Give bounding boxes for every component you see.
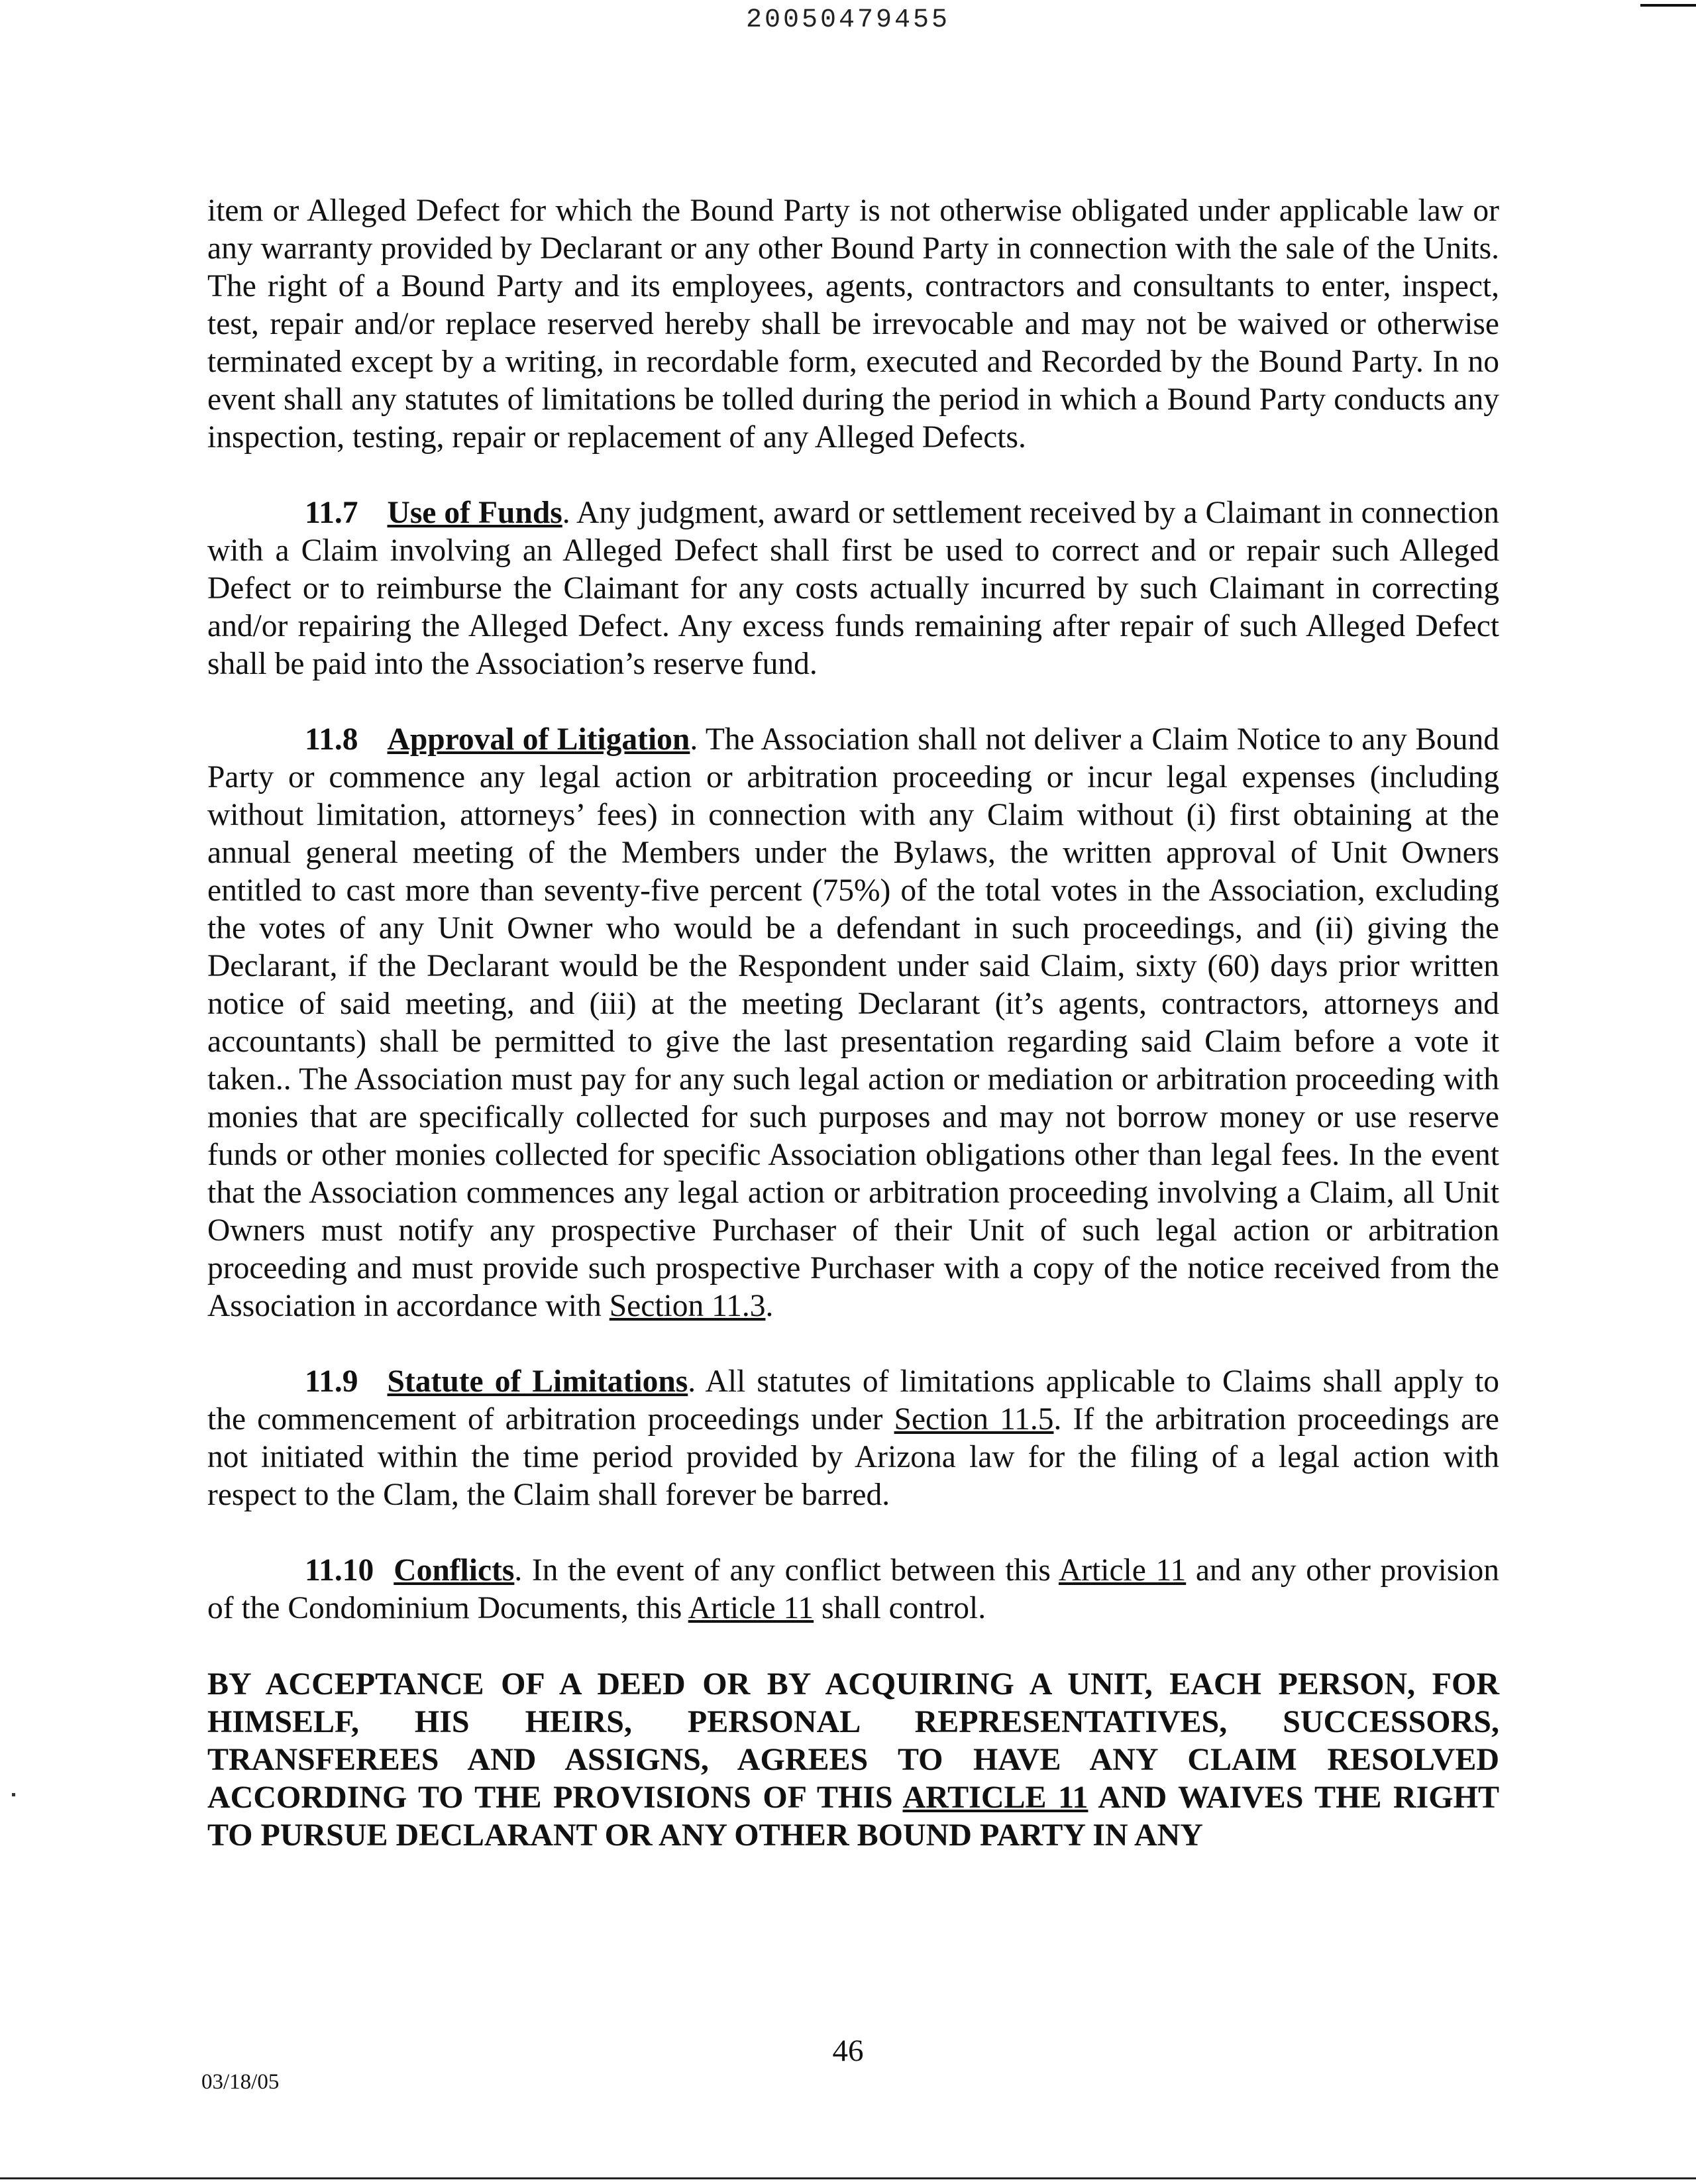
section-text: . In the event of any conflict between this — [514, 1553, 1059, 1588]
section-text-end: . — [765, 1289, 774, 1323]
section-11-8 — [207, 721, 1499, 1325]
section-number: 11.10 — [305, 1553, 374, 1588]
section-11-7 — [207, 494, 1499, 683]
section-reference: Article 11 — [688, 1591, 814, 1625]
scan-mark — [1640, 4, 1696, 7]
section-number: 11.9 — [305, 1364, 358, 1399]
section-text-continued: . If the arbitration proceedings are not initiated within the time period provided by Arizona law for the filing of a legal action with respect to the Clam, the Claim shall forever be barred. — [207, 1402, 1499, 1512]
section-11-10 — [207, 1552, 1499, 1627]
section-reference: Section 11.3 — [609, 1289, 766, 1323]
section-title: Conflicts — [394, 1553, 515, 1588]
section-reference: Section 11.5 — [894, 1402, 1054, 1437]
section-text: . All statutes of limitations applicable to Claims shall apply to the commencement of arbitration proceedings under — [207, 1364, 1500, 1437]
section-text-end: shall control. — [814, 1591, 986, 1625]
continuation-text: item or Alleged Defect for which the Bound Party is not otherwise obligated under applicable law or any warranty provided by Declarant or any other Bound Party in connection with the sale of the Units. The right of a Bound Party and its employees, agents, contractors and consultants to enter, inspect, test, repair and/or replace reserved hereby shall be irrevocable and may not be waived or otherwise terminated except by a writing, in recordable form, executed and Recorded by the Bound Party. In no event shall any statutes of limitations be tolled during the period in which a Bound Party conducts any inspection, testing, repair or replacement of any Alleged Defects. — [207, 193, 1499, 455]
page-number: 46 — [832, 2034, 864, 2068]
scan-edge-line — [0, 2177, 1696, 2179]
section-number: 11.7 — [305, 496, 358, 530]
section-text-continued: and any other provision of the Condominium Documents, this — [207, 1553, 1499, 1625]
section-text: . The Association shall not deliver a Claim Notice to any Bound Party or commence any legal action or arbitration proceeding or incur legal expenses (including without limitation, attorneys’ fees) in connection with any Claim without (i) first obtaining at the annual general meeting of the Members under the Bylaws, the written approval of Unit Owners entitled to cast more than seventy-five percent (75%) of the total votes in the Association, excluding the votes of any Unit Owner who would be a defendant in such proceedings, and (ii) giving the Declarant, if the Declarant would be the Respondent under said Claim, sixty (60) days prior written notice of said meeting, and (iii) at the meeting Declarant (it’s agents, contractors, attorneys and accountants) shall be permitted to give the last presentation regarding said Claim before a vote it taken.. The Association must pay for any such legal action or mediation or arbitration proceeding with monies that are specifically collected for such purposes and may not borrow money or use reserve funds or other monies collected for specific Association obligations other than legal fees. In the event that the Association commences any legal action or arbitration proceeding involving a Claim, all Unit Owners must notify any prospective Purchaser of their Unit of such legal action or arbitration proceeding and must provide such prospective Purchaser with a copy of the notice received from the Association in accordance with — [207, 722, 1500, 1323]
section-title: Use of Funds — [387, 496, 562, 530]
section-number: 11.8 — [305, 722, 358, 757]
recording-number: 20050479455 — [745, 5, 951, 35]
document-body — [207, 192, 1499, 1854]
scan-speck — [12, 1793, 15, 1796]
section-11-9 — [207, 1363, 1499, 1514]
article-reference: ARTICLE 11 — [902, 1780, 1088, 1815]
document-date: 03/18/05 — [201, 2070, 280, 2094]
acceptance-text-continued: AND WAIVES THE RIGHT TO PURSUE DECLARANT OR ANY OTHER BOUND PARTY IN ANY — [207, 1780, 1499, 1853]
section-text: . Any judgment, award or settlement received by a Claimant in connection with a Claim involving an Alleged Defect shall first be used to correct and or repair such Alleged Defect or to reimburse the Claimant for any costs actually incurred by such Claimant in correcting and/or repairing the Alleged Defect. Any excess funds remaining after repair of such Alleged Defect shall be paid into the Association’s reserve fund. — [207, 496, 1499, 681]
section-reference: Article 11 — [1058, 1553, 1187, 1588]
section-title: Statute of Limitations — [387, 1364, 688, 1399]
acceptance-clause — [207, 1665, 1499, 1854]
acceptance-text: BY ACCEPTANCE OF A DEED OR BY ACQUIRING A UNIT, EACH PERSON, FOR HIMSELF, HIS HEIRS, PERSONAL REPRESENTATIVES, SUCCESSORS, TRANSFEREES AND ASSIGNS, AGREES TO HAVE ANY CLAIM RESOLVED ACCORDING TO THE PROVISIONS OF THIS — [207, 1666, 1499, 1815]
section-title: Approval of Litigation — [387, 722, 690, 757]
continuation-paragraph — [207, 192, 1499, 457]
